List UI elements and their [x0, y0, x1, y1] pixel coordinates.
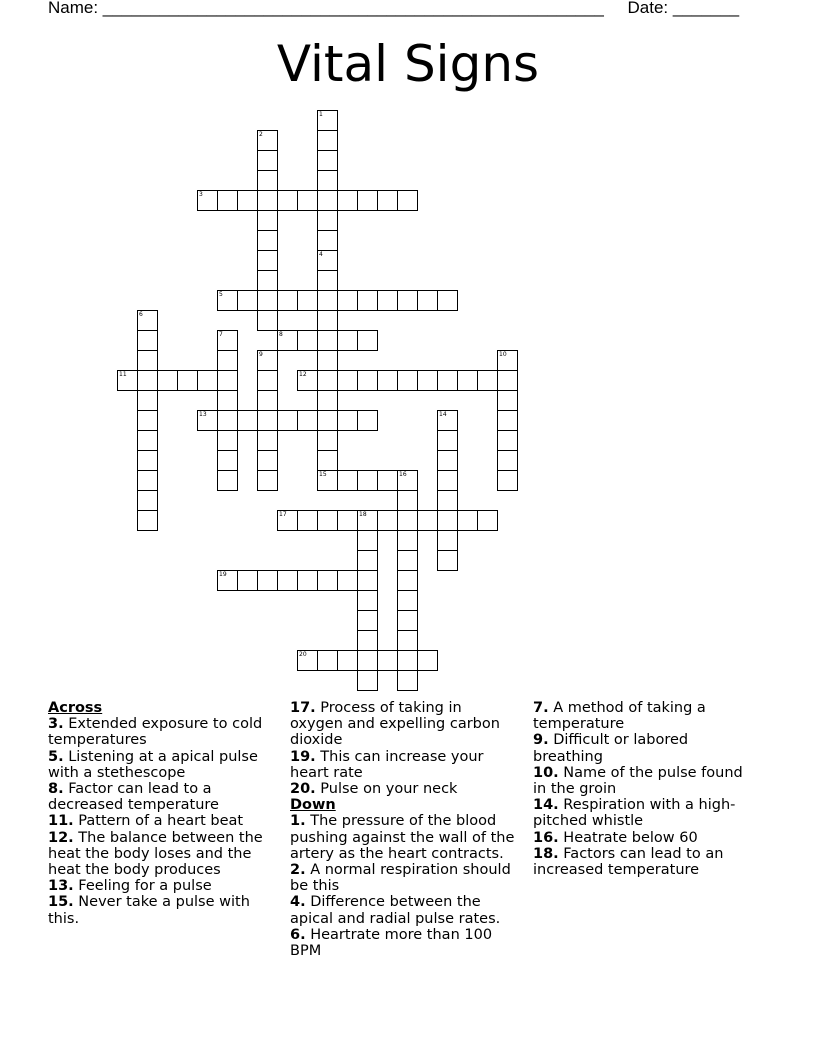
grid-cell[interactable] — [257, 310, 278, 331]
grid-cell[interactable] — [337, 570, 358, 591]
grid-cell[interactable] — [397, 550, 418, 571]
grid-cell[interactable] — [297, 570, 318, 591]
grid-cell[interactable] — [397, 570, 418, 591]
grid-cell[interactable] — [377, 370, 398, 391]
grid-cell[interactable] — [317, 290, 338, 311]
grid-cell[interactable] — [437, 490, 458, 511]
grid-cell[interactable] — [437, 530, 458, 551]
clue-number: 19. — [290, 748, 316, 765]
grid-cell[interactable] — [337, 650, 358, 671]
grid-cell[interactable] — [357, 650, 378, 671]
down-clue-16 — [533, 830, 759, 846]
date-label: Date: — [627, 0, 673, 17]
grid-cell[interactable] — [417, 290, 438, 311]
grid-cell[interactable] — [197, 410, 218, 431]
grid-cell[interactable] — [257, 210, 278, 231]
grid-cell[interactable] — [297, 410, 318, 431]
down-clue-list-continued — [533, 700, 759, 878]
clue-number: 17. — [290, 700, 316, 716]
across-heading: Across — [48, 700, 103, 716]
grid-cell[interactable] — [397, 490, 418, 511]
grid-cell[interactable] — [357, 570, 378, 591]
down-clue-4 — [290, 894, 516, 926]
grid-cell[interactable] — [217, 570, 238, 591]
grid-cell[interactable] — [257, 130, 278, 151]
grid-cell[interactable] — [317, 170, 338, 191]
clue-text: Listening at a apical pulse with a stethescope — [48, 748, 258, 781]
clue-number: 1. — [290, 813, 306, 830]
cell-number: 2 — [259, 131, 263, 138]
clue-text: Heatrate below 60 — [563, 829, 698, 846]
grid-cell[interactable] — [317, 210, 338, 231]
down-clue-7 — [533, 700, 759, 732]
cell-number: 6 — [139, 311, 143, 318]
down-clue-18 — [533, 846, 759, 878]
grid-cell[interactable] — [257, 250, 278, 271]
grid-cell[interactable] — [317, 230, 338, 251]
across-clue-11 — [48, 813, 274, 829]
grid-cell[interactable] — [137, 410, 158, 431]
clue-number: 3. — [48, 716, 64, 733]
grid-cell[interactable] — [137, 450, 158, 471]
grid-cell[interactable] — [497, 370, 518, 391]
grid-cell[interactable] — [297, 290, 318, 311]
grid-cell[interactable] — [477, 370, 498, 391]
grid-cell[interactable] — [397, 530, 418, 551]
down-clue-10 — [533, 765, 759, 797]
grid-cell[interactable] — [257, 190, 278, 211]
grid-cell[interactable] — [437, 290, 458, 311]
grid-cell[interactable] — [137, 370, 158, 391]
clue-text: Difficult or labored breathing — [533, 732, 689, 765]
grid-cell[interactable] — [317, 470, 338, 491]
grid-cell[interactable] — [397, 670, 418, 691]
grid-cell[interactable] — [297, 330, 318, 351]
cell-number: 13 — [199, 411, 207, 418]
grid-cell[interactable] — [337, 290, 358, 311]
grid-cell[interactable] — [317, 410, 338, 431]
grid-cell[interactable] — [497, 410, 518, 431]
grid-cell[interactable] — [317, 190, 338, 211]
grid-cell[interactable] — [437, 550, 458, 571]
grid-cell[interactable] — [417, 510, 438, 531]
grid-cell[interactable] — [237, 190, 258, 211]
grid-cell[interactable] — [377, 650, 398, 671]
grid-cell[interactable] — [137, 430, 158, 451]
grid-cell[interactable] — [397, 630, 418, 651]
grid-cell[interactable] — [397, 470, 418, 491]
grid-cell[interactable] — [497, 470, 518, 491]
grid-cell[interactable] — [257, 450, 278, 471]
clue-number: 12. — [48, 829, 74, 846]
clue-number: 5. — [48, 748, 64, 765]
grid-cell[interactable] — [317, 130, 338, 151]
grid-cell[interactable] — [197, 370, 218, 391]
down-clue-list — [290, 813, 516, 959]
down-clue-9 — [533, 732, 759, 764]
clue-text: A method of taking a temperature — [533, 700, 706, 733]
grid-cell[interactable] — [377, 470, 398, 491]
grid-cell[interactable] — [137, 390, 158, 411]
grid-cell[interactable] — [217, 470, 238, 491]
grid-cell[interactable] — [357, 370, 378, 391]
grid-cell[interactable] — [277, 290, 298, 311]
clue-number: 4. — [290, 894, 306, 911]
cell-number: 4 — [319, 251, 323, 258]
grid-cell[interactable] — [357, 190, 378, 211]
clue-text: Never take a pulse with this. — [48, 894, 250, 927]
grid-cell[interactable] — [357, 330, 378, 351]
grid-cell[interactable] — [217, 390, 238, 411]
grid-cell[interactable] — [277, 190, 298, 211]
clue-number: 20. — [290, 781, 316, 798]
down-heading: Down — [290, 797, 336, 814]
clue-text: This can increase your heart rate — [290, 748, 484, 781]
grid-cell[interactable] — [217, 330, 238, 351]
grid-cell[interactable] — [277, 510, 298, 531]
grid-cell[interactable] — [217, 450, 238, 471]
clue-text: Respiration with a high-pitched whistle — [533, 797, 736, 830]
clue-text: The pressure of the blood pushing against the wall of the artery as the heart contracts. — [290, 813, 515, 862]
cell-number: 20 — [299, 651, 307, 658]
grid-cell[interactable] — [357, 550, 378, 571]
grid-cell[interactable] — [497, 450, 518, 471]
clue-number: 7. — [533, 700, 549, 716]
grid-cell[interactable] — [297, 650, 318, 671]
cell-number: 11 — [119, 371, 127, 378]
grid-cell[interactable] — [317, 110, 338, 131]
grid-cell[interactable] — [437, 470, 458, 491]
grid-cell[interactable] — [257, 150, 278, 171]
grid-cell[interactable] — [477, 510, 498, 531]
grid-cell[interactable] — [257, 470, 278, 491]
cell-number: 18 — [359, 511, 367, 518]
clue-number: 8. — [48, 781, 64, 798]
across-clue-13 — [48, 878, 274, 894]
clue-text: Difference between the apical and radial pulse rates. — [290, 894, 501, 927]
name-label: Name: — [48, 0, 103, 17]
grid-cell[interactable] — [197, 190, 218, 211]
down-clue-1 — [290, 813, 516, 862]
across-clue-19 — [290, 749, 516, 781]
grid-cell[interactable] — [357, 630, 378, 651]
grid-cell[interactable] — [217, 430, 238, 451]
grid-cell[interactable] — [397, 590, 418, 611]
clue-text: Heartrate more than 100 BPM — [290, 926, 493, 960]
grid-cell[interactable] — [137, 470, 158, 491]
grid-cell[interactable] — [317, 270, 338, 291]
name-blank[interactable]: _____________________________________________________ — [102, 0, 604, 17]
cell-number: 3 — [199, 191, 203, 198]
grid-cell[interactable] — [137, 310, 158, 331]
grid-cell[interactable] — [357, 510, 378, 531]
across-clue-3 — [48, 716, 274, 748]
grid-cell[interactable] — [357, 290, 378, 311]
grid-cell[interactable] — [137, 330, 158, 351]
grid-cell[interactable] — [357, 470, 378, 491]
grid-cell[interactable] — [337, 510, 358, 531]
grid-cell[interactable] — [257, 290, 278, 311]
across-clue-5 — [48, 749, 274, 781]
clue-number: 14. — [533, 797, 559, 814]
clue-text: Factors can lead to an increased temperature — [533, 845, 724, 879]
grid-cell[interactable] — [137, 350, 158, 371]
grid-cell[interactable] — [157, 370, 178, 391]
grid-cell[interactable] — [377, 510, 398, 531]
page-title: Vital Signs — [276, 35, 540, 93]
grid-cell[interactable] — [237, 290, 258, 311]
grid-cell[interactable] — [317, 310, 338, 331]
clue-text: Process of taking in oxygen and expelling carbon dioxide — [290, 700, 500, 749]
grid-cell[interactable] — [337, 190, 358, 211]
grid-cell[interactable] — [437, 450, 458, 471]
clue-number: 11. — [48, 813, 74, 830]
grid-cell[interactable] — [437, 370, 458, 391]
grid-cell[interactable] — [257, 350, 278, 371]
grid-cell[interactable] — [177, 370, 198, 391]
grid-cell[interactable] — [317, 450, 338, 471]
cell-number: 19 — [219, 571, 227, 578]
across-clue-8 — [48, 781, 274, 813]
clue-text: Pattern of a heart beat — [78, 813, 244, 830]
grid-cell[interactable] — [337, 470, 358, 491]
grid-cell[interactable] — [217, 350, 238, 371]
grid-cell[interactable] — [217, 190, 238, 211]
grid-cell[interactable] — [317, 430, 338, 451]
grid-cell[interactable] — [257, 230, 278, 251]
cell-number: 16 — [399, 471, 407, 478]
clue-number: 6. — [290, 926, 306, 943]
grid-cell[interactable] — [497, 430, 518, 451]
cell-number: 5 — [219, 291, 223, 298]
grid-cell[interactable] — [317, 510, 338, 531]
grid-cell[interactable] — [337, 330, 358, 351]
grid-cell[interactable] — [457, 370, 478, 391]
cell-number: 8 — [279, 331, 283, 338]
grid-cell[interactable] — [397, 370, 418, 391]
grid-cell[interactable] — [297, 190, 318, 211]
grid-cell[interactable] — [257, 270, 278, 291]
grid-cell[interactable] — [277, 410, 298, 431]
across-clue-list-continued — [290, 700, 516, 797]
across-clue-17 — [290, 700, 516, 749]
grid-cell[interactable] — [137, 510, 158, 531]
grid-cell[interactable] — [257, 170, 278, 191]
grid-cell[interactable] — [417, 370, 438, 391]
grid-cell[interactable] — [357, 530, 378, 551]
grid-cell[interactable] — [317, 390, 338, 411]
grid-cell[interactable] — [397, 190, 418, 211]
grid-cell[interactable] — [317, 350, 338, 371]
clue-text: Feeling for a pulse — [78, 878, 212, 895]
clue-number: 16. — [533, 829, 559, 846]
clue-text: Extended exposure to cold temperatures — [48, 716, 263, 749]
grid-cell[interactable] — [257, 390, 278, 411]
grid-cell[interactable] — [257, 370, 278, 391]
grid-cell[interactable] — [217, 410, 238, 431]
grid-cell[interactable] — [357, 610, 378, 631]
grid-cell[interactable] — [297, 370, 318, 391]
grid-cell[interactable] — [377, 290, 398, 311]
cell-number: 14 — [439, 411, 447, 418]
grid-cell[interactable] — [257, 570, 278, 591]
grid-cell[interactable] — [317, 330, 338, 351]
grid-cell[interactable] — [437, 430, 458, 451]
grid-cell[interactable] — [217, 290, 238, 311]
clues-column-1 — [48, 700, 274, 927]
grid-cell[interactable] — [317, 570, 338, 591]
grid-cell[interactable] — [297, 510, 318, 531]
across-clue-15 — [48, 894, 274, 926]
clue-text: Factor can lead to a decreased temperature — [48, 781, 219, 814]
grid-cell[interactable] — [317, 370, 338, 391]
grid-cell[interactable] — [317, 150, 338, 171]
clue-number: 9. — [533, 732, 549, 749]
cell-number: 10 — [499, 351, 507, 358]
clue-number: 13. — [48, 878, 74, 895]
grid-cell[interactable] — [337, 370, 358, 391]
across-clue-12 — [48, 830, 274, 879]
clue-text: Name of the pulse found in the groin — [533, 764, 743, 798]
cell-number: 15 — [319, 471, 327, 478]
grid-cell[interactable] — [117, 370, 138, 391]
grid-cell[interactable] — [277, 330, 298, 351]
grid-cell[interactable] — [337, 410, 358, 431]
grid-cell[interactable] — [397, 510, 418, 531]
grid-cell[interactable] — [217, 370, 238, 391]
grid-cell[interactable] — [257, 410, 278, 431]
cell-number: 9 — [259, 351, 263, 358]
clue-text: The balance between the heat the body loses and the heat the body produces — [48, 829, 263, 879]
clue-text: A normal respiration should be this — [290, 862, 511, 895]
grid-cell[interactable] — [357, 590, 378, 611]
grid-cell[interactable] — [397, 290, 418, 311]
cell-number: 1 — [319, 111, 323, 118]
grid-cell[interactable] — [237, 570, 258, 591]
clue-number: 15. — [48, 894, 74, 911]
clue-number: 18. — [533, 845, 559, 862]
cell-number: 17 — [279, 511, 287, 518]
clues-column-2 — [290, 700, 516, 959]
clues-column-3 — [533, 700, 759, 878]
date-blank[interactable]: _______ — [672, 0, 740, 17]
grid-cell[interactable] — [397, 610, 418, 631]
cell-number: 12 — [299, 371, 307, 378]
grid-cell[interactable] — [317, 650, 338, 671]
clue-number: 10. — [533, 764, 559, 781]
grid-cell[interactable] — [437, 510, 458, 531]
grid-cell[interactable] — [357, 410, 378, 431]
clue-text: Pulse on your neck — [320, 781, 458, 798]
grid-cell[interactable] — [237, 410, 258, 431]
grid-cell[interactable] — [497, 350, 518, 371]
grid-cell[interactable] — [377, 190, 398, 211]
grid-cell[interactable] — [137, 490, 158, 511]
grid-cell[interactable] — [397, 650, 418, 671]
grid-cell[interactable] — [497, 390, 518, 411]
clue-number: 2. — [290, 862, 306, 879]
across-clue-20 — [290, 781, 516, 797]
grid-cell[interactable] — [437, 410, 458, 431]
down-clue-6 — [290, 927, 516, 959]
grid-cell[interactable] — [417, 650, 438, 671]
grid-cell[interactable] — [257, 430, 278, 451]
grid-cell[interactable] — [317, 250, 338, 271]
grid-cell[interactable] — [357, 670, 378, 691]
cell-number: 7 — [219, 331, 223, 338]
grid-cell[interactable] — [277, 570, 298, 591]
down-clue-14 — [533, 797, 759, 829]
across-clue-list — [48, 716, 274, 927]
down-clue-2 — [290, 862, 516, 894]
grid-cell[interactable] — [457, 510, 478, 531]
